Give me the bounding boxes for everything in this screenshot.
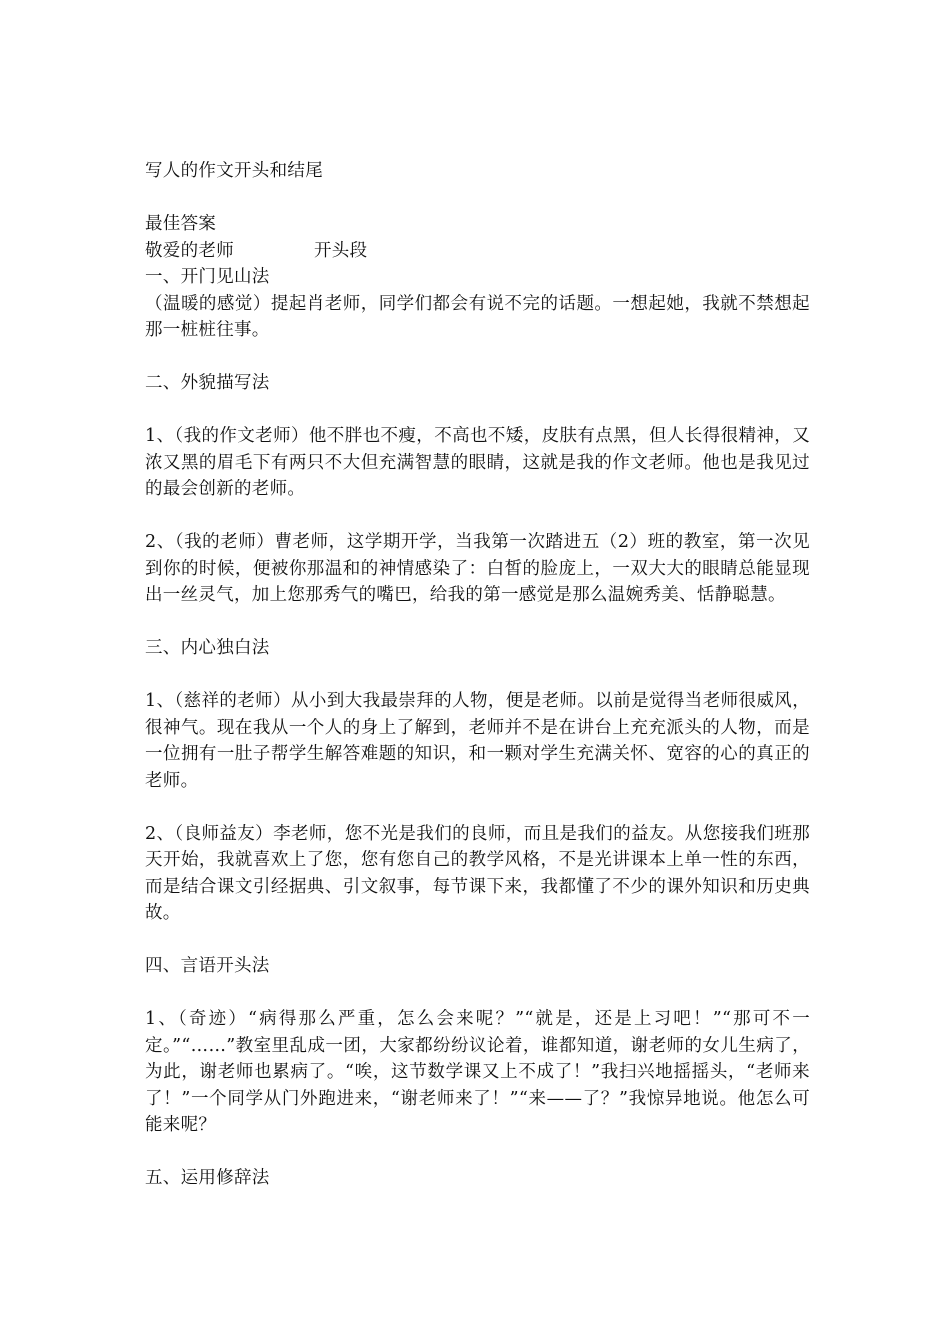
topic-title: 敬爱的老师	[145, 240, 234, 261]
spacer	[145, 1139, 810, 1166]
section-3-paragraph-2: 2、（良师益友）李老师，您不光是我们的良师，而且是我们的益友。从您接我们班那天开始，我就喜欢上了您，您有您自己的教学风格，不是光讲课本上单一性的东西，而是结合课文引经据典、引文叙事，每节课下来，我都懂了不少的课外知识和历史典故。	[145, 823, 810, 923]
section-heading-4: 四、言语开头法	[145, 956, 270, 976]
section-heading-1: 一、开门见山法	[145, 267, 270, 287]
section-heading-5: 五、运用修辞法	[145, 1168, 270, 1188]
best-answer-label: 最佳答案	[145, 214, 217, 234]
section-heading-2: 二、外貌描写法	[145, 373, 270, 393]
section-1-paragraph-1: （温暖的感觉）提起肖老师，同学们都会有说不完的话题。一想起她，我就不禁想起那一桩桩往事。	[145, 293, 810, 340]
document-page	[145, 158, 810, 1192]
document-title: 写人的作文开头和结尾	[145, 161, 323, 181]
section-3-paragraph-1: 1、（慈祥的老师）从小到大我最崇拜的人物，便是老师。以前是觉得当老师很威风，很神气。现在我从一个人的身上了解到，老师并不是在讲台上充充派头的人物，而是一位拥有一肚子帮学生解答难题的知识，和一颗对学生充满关怀、宽容的心的真正的老师。	[145, 691, 810, 791]
section-2-paragraph-2: 2、（我的老师）曹老师，这学期开学，当我第一次踏进五（2）班的教室，第一次见到你的时候，便被你那温和的神情感染了：白皙的脸庞上，一双大大的眼睛总能显现出一丝灵气，加上您那秀气的嘴巴，给我的第一感觉是那么温婉秀美、恬静聪慧。	[145, 532, 810, 605]
spacer	[145, 344, 810, 371]
spacer	[145, 980, 810, 1007]
topic-line	[145, 238, 810, 265]
section-4-paragraph-1: 1、（奇迹）“病得那么严重，怎么会来呢？”“就是，还是上习吧！”“那可不一定。”“……”教室里乱成一团，大家都纷纷议论着，谁都知道，谢老师的女儿生病了，为此，谢老师也累病了。“唉，这节数学课又上不成了！”我扫兴地摇摇头，“老师来了！”一个同学从门外跑进来，“谢老师来了！”“来——了？”我惊异地说。他怎么可能来呢？	[145, 1009, 810, 1135]
spacer	[145, 927, 810, 954]
spacer	[145, 185, 810, 212]
spacer	[145, 503, 810, 530]
spacer	[145, 609, 810, 636]
section-label: 开头段	[314, 240, 368, 261]
section-heading-3: 三、内心独白法	[145, 638, 270, 658]
spacer	[145, 662, 810, 689]
spacer	[145, 397, 810, 424]
spacer	[145, 794, 810, 821]
section-2-paragraph-1: 1、（我的作文老师）他不胖也不瘦，不高也不矮，皮肤有点黑，但人长得很精神，又浓又黑的眉毛下有两只不大但充满智慧的眼睛，这就是我的作文老师。他也是我见过的最会创新的老师。	[145, 426, 810, 499]
